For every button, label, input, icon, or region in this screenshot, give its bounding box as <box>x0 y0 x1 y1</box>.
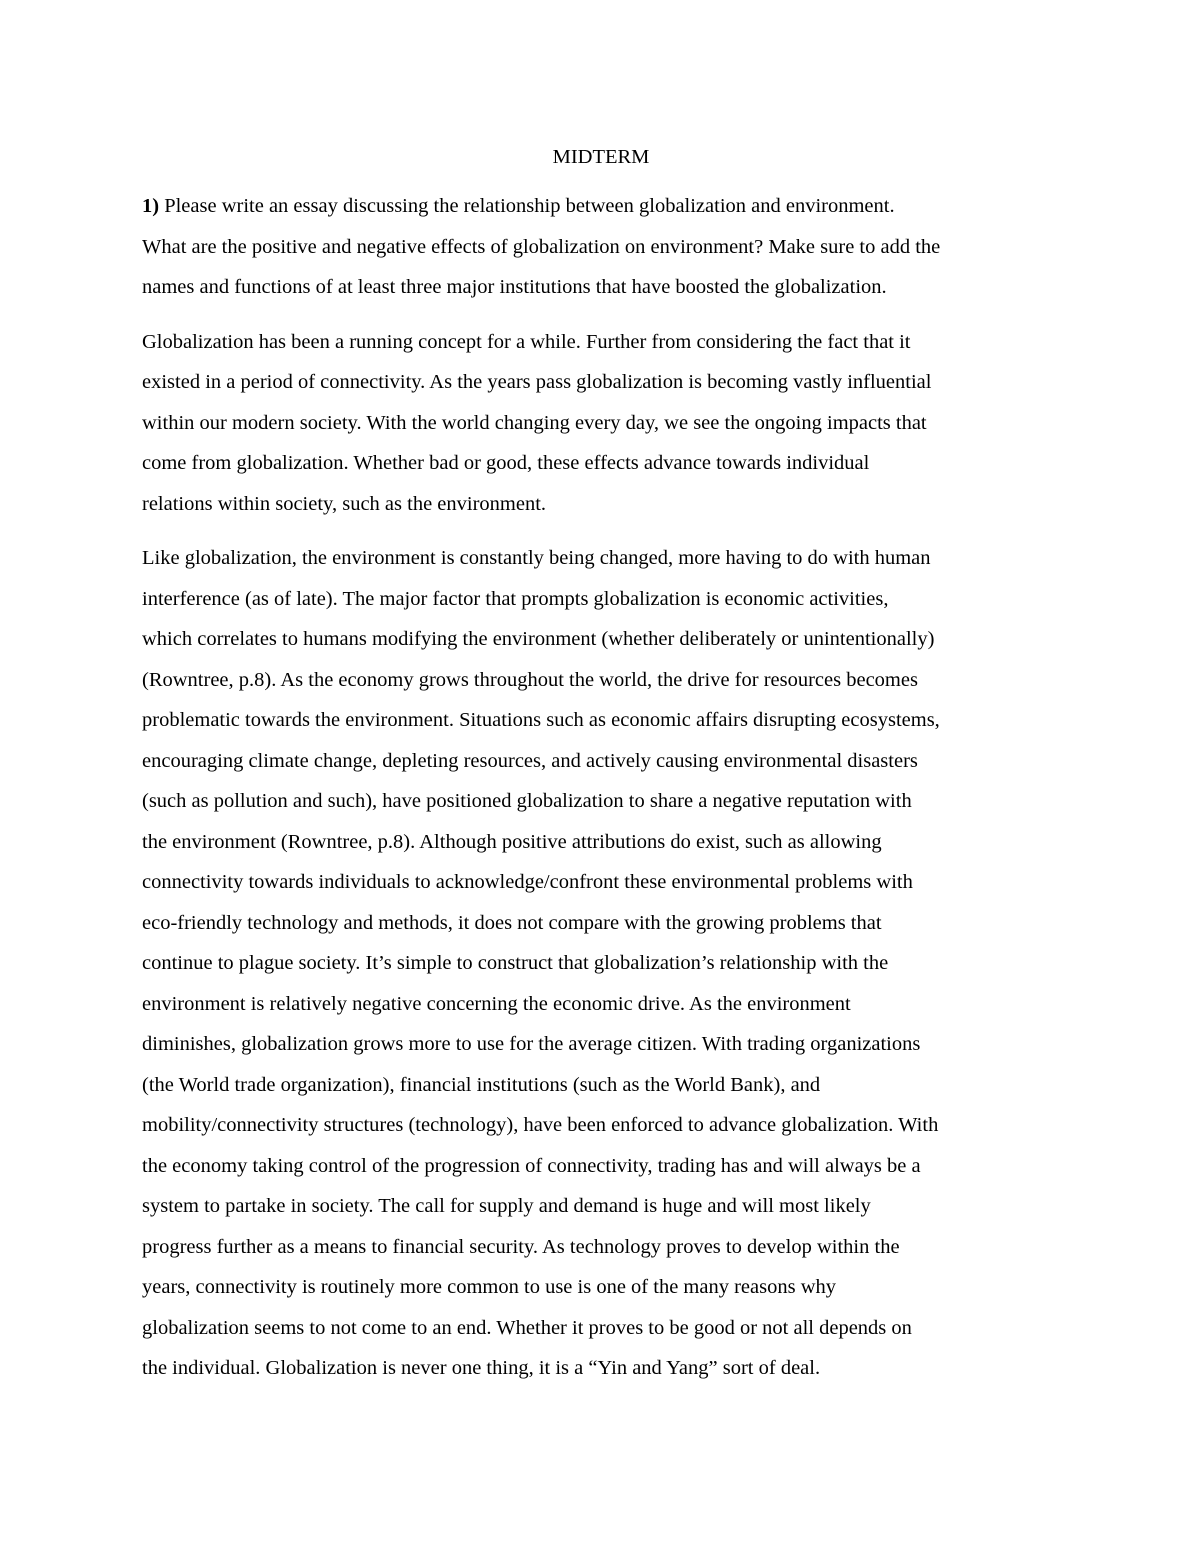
essay-paragraph-1 <box>142 322 1060 525</box>
question-text: Please write an essay discussing the relationship between globalization and environment. <box>159 195 895 217</box>
paragraph-line: the economy taking control of the progression of connectivity, trading has and will always be a <box>142 1154 921 1177</box>
paragraph-line: the individual. Globalization is never one thing, it is a “Yin and Yang” sort of deal. <box>142 1357 821 1379</box>
paragraph-line: Globalization has been a running concept for a while. Further from considering the fact that it <box>142 330 911 353</box>
paragraph-line: (such as pollution and such), have positioned globalization to share a negative reputation with <box>142 790 912 812</box>
paragraph-line: mobility/connectivity structures (technology), have been enforced to advance globalization. With <box>142 1114 939 1136</box>
paragraph-line: which correlates to humans modifying the environment (whether deliberately or unintentionally) <box>142 628 935 650</box>
paragraph-line: interference (as of late). The major factor that prompts globalization is economic activities, <box>142 587 889 610</box>
paragraph-line: relations within society, such as the environment. <box>142 492 547 515</box>
paragraph-line: eco-friendly technology and methods, it does not compare with the growing problems that <box>142 911 882 934</box>
paragraph-line: years, connectivity is routinely more common to use is one of the many reasons why <box>142 1276 836 1298</box>
paragraph-line: globalization seems to not come to an end. Whether it proves to be good or not all depends on <box>142 1316 912 1339</box>
document-title: MIDTERM <box>552 146 650 168</box>
paragraph-line: continue to plague society. It’s simple to construct that globalization’s relationship with the <box>142 952 889 974</box>
question-number: 1) <box>142 195 160 217</box>
paragraph-line: existed in a period of connectivity. As the years pass globalization is becoming vastly influential <box>142 371 932 393</box>
paragraph-line: encouraging climate change, depleting resources, and actively causing environmental disasters <box>142 749 918 772</box>
question-prompt <box>142 186 1060 308</box>
paragraph-line: environment is relatively negative concerning the economic drive. As the environment <box>142 992 851 1015</box>
paragraph-line: Like globalization, the environment is constantly being changed, more having to do with human <box>142 547 931 569</box>
paragraph-line: come from globalization. Whether bad or good, these effects advance towards individual <box>142 452 870 474</box>
document-body <box>142 142 1060 1403</box>
paragraph-line: (Rowntree, p.8). As the economy grows throughout the world, the drive for resources becomes <box>142 668 918 691</box>
paragraph-line: problematic towards the environment. Situations such as economic affairs disrupting ecosystems, <box>142 709 940 731</box>
paragraph-line: connectivity towards individuals to acknowledge/confront these environmental problems with <box>142 871 913 893</box>
question-line <box>142 186 1060 227</box>
essay-paragraph-2 <box>142 538 1060 1389</box>
question-line: What are the positive and negative effects of globalization on environment? Make sure to add the <box>142 235 941 258</box>
paragraph-line: within our modern society. With the world changing every day, we see the ongoing impacts that <box>142 411 927 434</box>
paragraph-line: (the World trade organization), financial institutions (such as the World Bank), and <box>142 1073 821 1096</box>
question-line: names and functions of at least three major institutions that have boosted the globalization. <box>142 276 887 298</box>
paragraph-line: the environment (Rowntree, p.8). Although positive attributions do exist, such as allowing <box>142 830 882 853</box>
paragraph-line: system to partake in society. The call for supply and demand is huge and will most likely <box>142 1195 871 1217</box>
paragraph-line: diminishes, globalization grows more to use for the average citizen. With trading organizations <box>142 1033 921 1055</box>
paragraph-line: progress further as a means to financial security. As technology proves to develop within the <box>142 1235 900 1258</box>
